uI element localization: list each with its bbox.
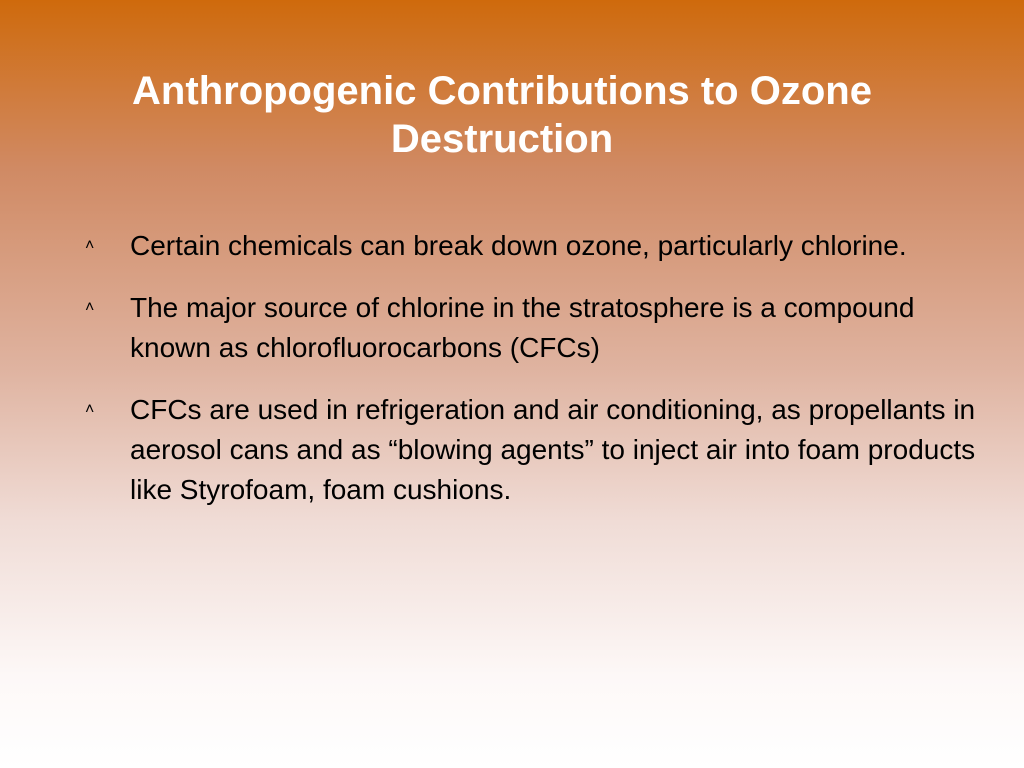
bullet-item: [85, 288, 985, 368]
slide-title: Anthropogenic Contributions to Ozone Destruction: [132, 68, 872, 161]
bullet-item: [85, 226, 985, 266]
bullet-list: [85, 226, 985, 532]
bullet-text: Certain chemicals can break down ozone, particularly chlorine.: [130, 230, 907, 261]
bullet-text: The major source of chlorine in the stratosphere is a compound known as chlorofluorocarbons (CFCs): [130, 292, 915, 363]
caret-up-icon: ˄: [85, 401, 95, 418]
bullet-item: [85, 390, 985, 510]
caret-up-icon: ˄: [85, 237, 95, 254]
bullet-text: CFCs are used in refrigeration and air conditioning, as propellants in aerosol cans and as “blowing agents” to inject air into foam products like Styrofoam, foam cushions.: [130, 394, 976, 505]
caret-up-icon: ˄: [85, 299, 95, 316]
